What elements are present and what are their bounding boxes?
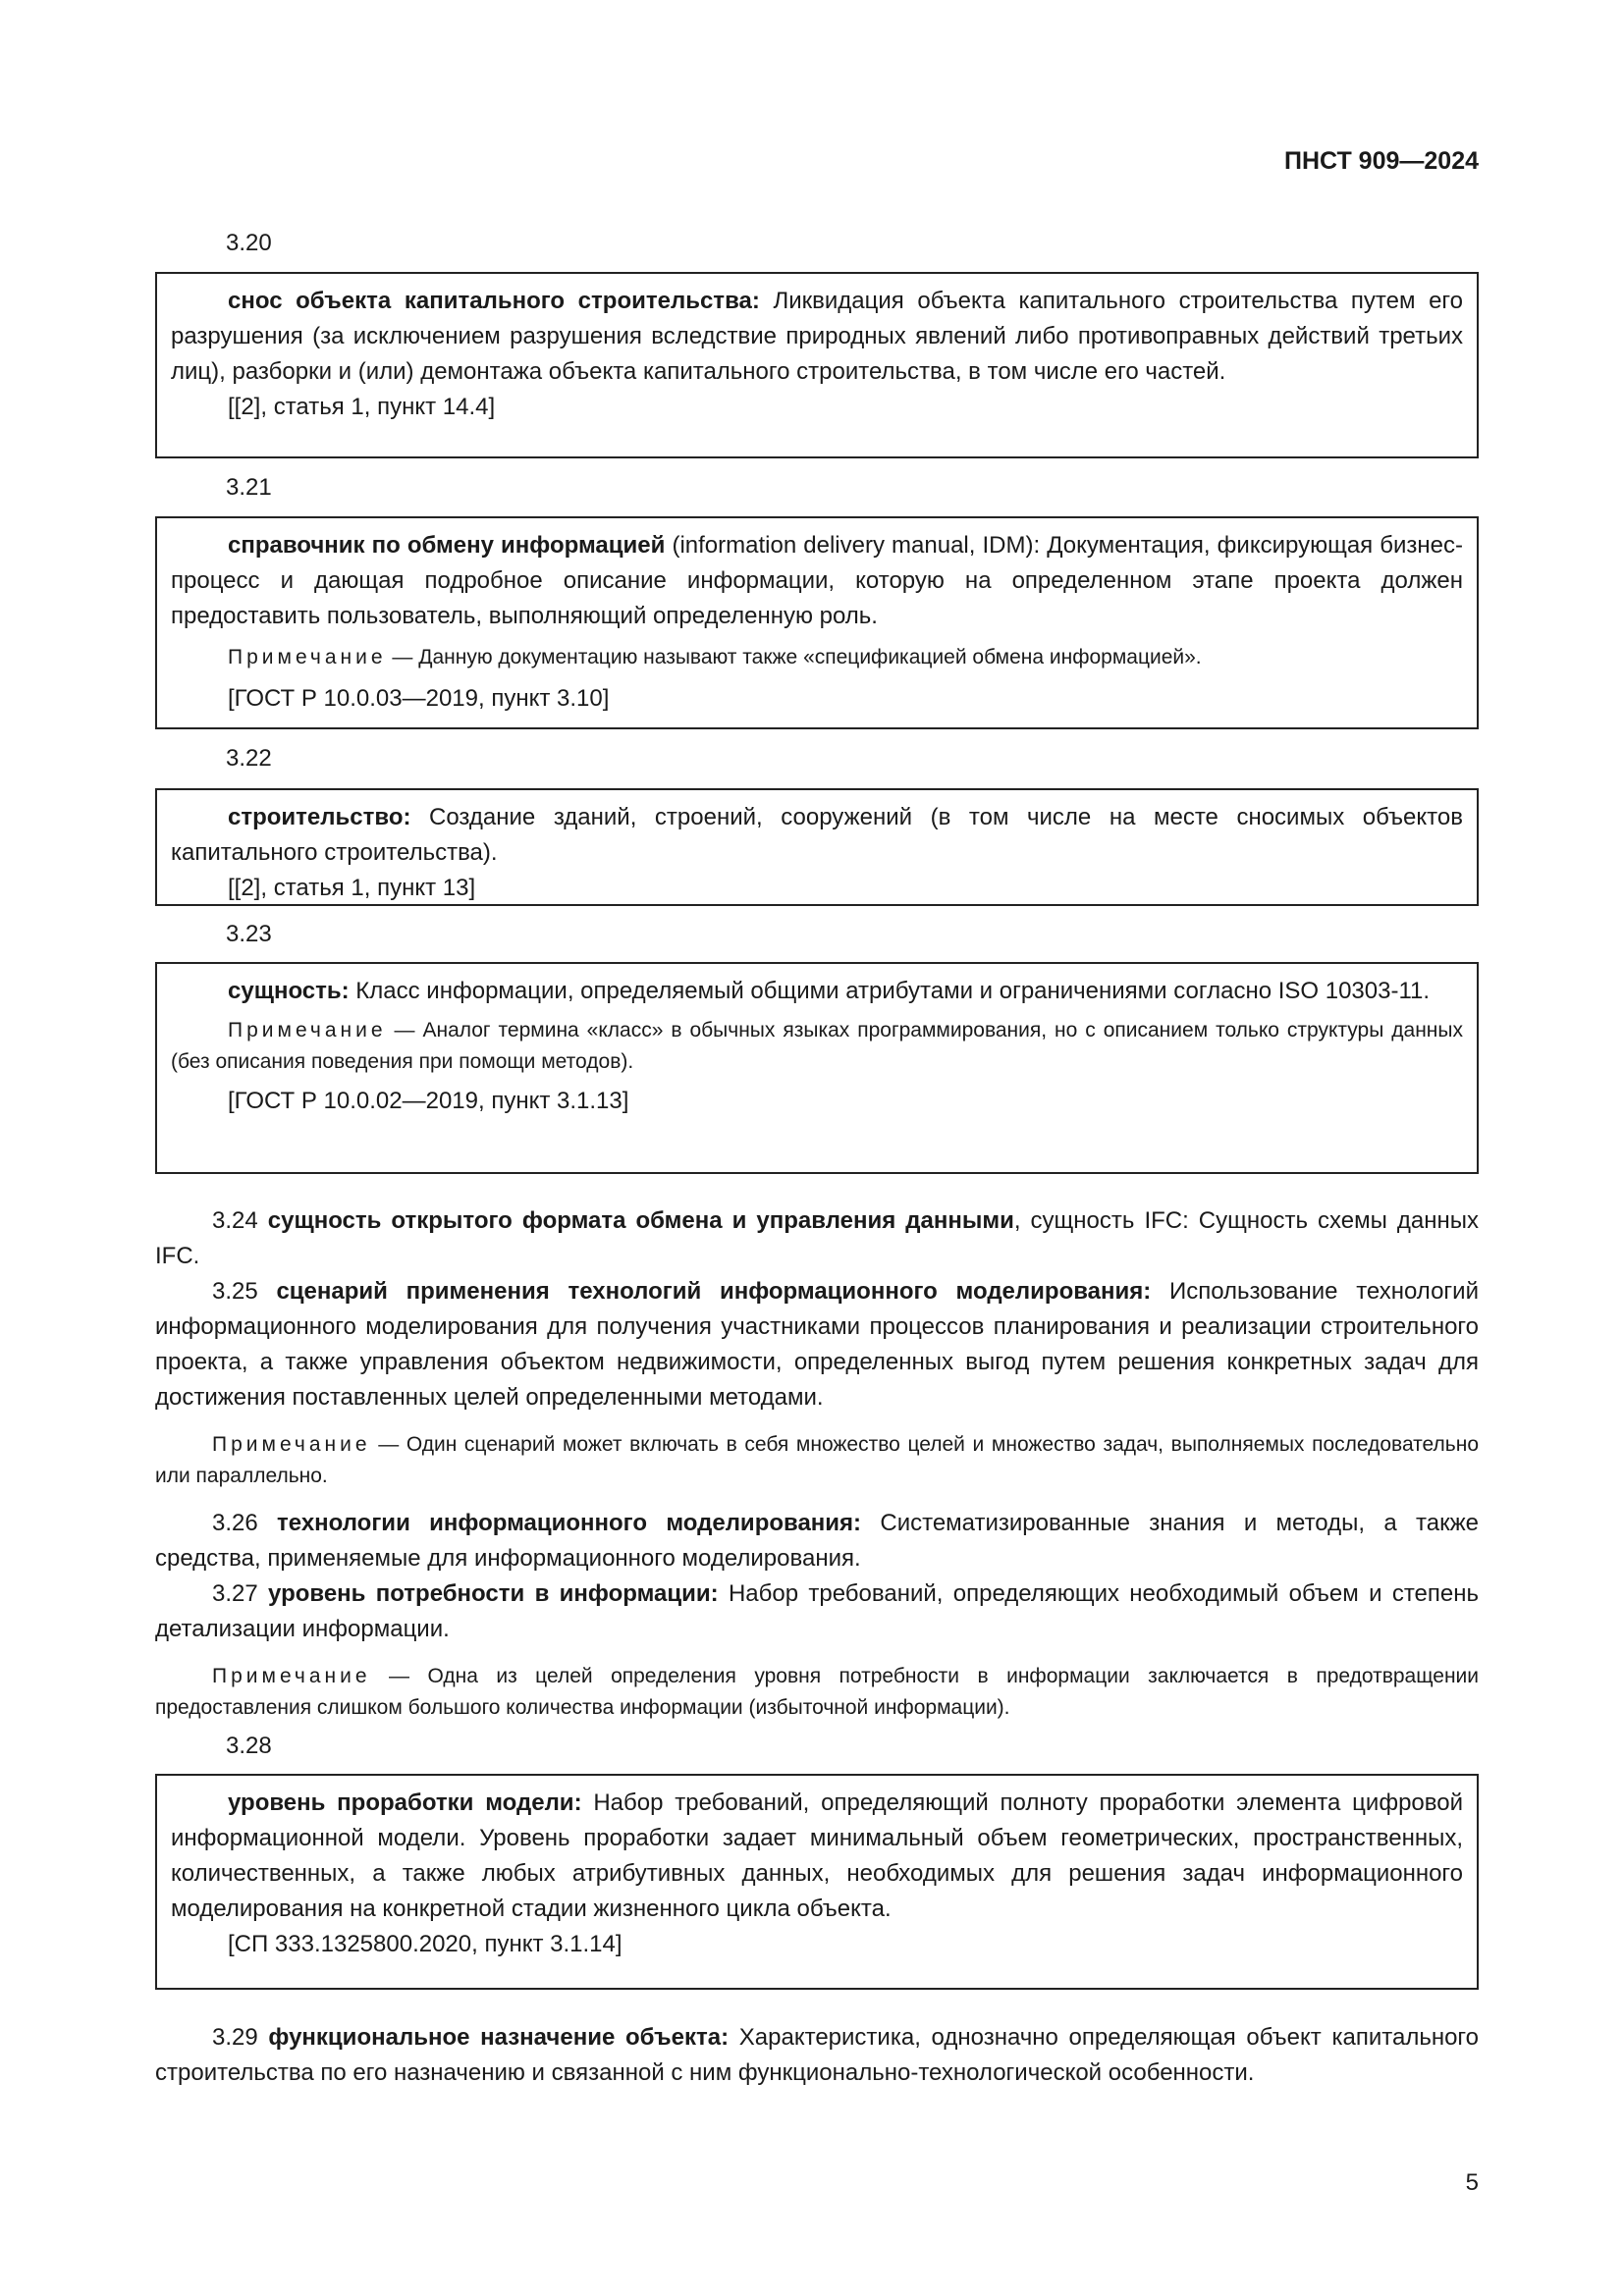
definition: (information delivery manual, IDM): Документация, фиксирующая бизнес-процесс и дающая подробное описание информации, которую на определенном этапе проекта должен предоставить пользователь, выполняющий определенную роль. — [171, 532, 1463, 629]
term: строительство: — [228, 804, 411, 830]
note-label: Примечание — [228, 646, 387, 668]
term-definition — [171, 528, 1463, 634]
term: функциональное назначение объекта: — [268, 2024, 730, 2051]
definition: Класс информации, определяемый общими атрибутами и ограничениями согласно ISO 10303-11. — [349, 978, 1431, 1004]
term-definition — [171, 800, 1463, 871]
term-source: [ГОСТ Р 10.0.03—2019, пункт 3.10] — [228, 685, 610, 712]
term: сущность открытого формата обмена и управления данными — [267, 1207, 1014, 1234]
entry-number: 3.21 — [226, 474, 272, 501]
note-text: — Один сценарий может включать в себя множество целей и множество задач, выполняемых последовательно или параллельно. — [155, 1433, 1479, 1487]
term-box-3-22 — [155, 788, 1479, 906]
entry-number: 3.20 — [226, 230, 272, 256]
definition: Использование технологий информационного моделирования для получения участниками процессов планирования и реализации строительного проекта, а также управления объектом недвижимости, определенных выгод путем решения конкретных задач для достижения поставленных целей определенными методами. — [155, 1278, 1479, 1411]
definition: Характеристика, однозначно определяющая объект капитального строительства по его назначению и связанной с ним функционально-технологической особенности. — [155, 2024, 1479, 2086]
term-definition — [171, 974, 1463, 1009]
term-box-3-20 — [155, 272, 1479, 458]
definition: Набор требований, определяющих необходимый объем и степень детализации информации. — [155, 1580, 1479, 1642]
term-box-3-23 — [155, 962, 1479, 1174]
entry-3-27 — [155, 1576, 1479, 1647]
entry-3-29 — [155, 2020, 1479, 2091]
entry-number: 3.22 — [226, 745, 272, 772]
term-source: [[2], статья 1, пункт 14.4] — [228, 394, 496, 420]
definition: Создание зданий, строений, сооружений (в том числе на месте сносимых объектов капитального строительства). — [171, 804, 1463, 866]
entry-3-26 — [155, 1506, 1479, 1576]
note-text: — Данную документацию называют также «спецификацией обмена информацией». — [386, 646, 1202, 668]
note-text: — Одна из целей определения уровня потребности в информации заключается в предотвращении предоставления слишком большого количества информации (избыточной информации). — [155, 1665, 1479, 1719]
definition: , сущность IFC: Сущность схемы данных IFC. — [155, 1207, 1479, 1269]
definition: Набор требований, определяющий полноту проработки элемента цифровой информационной модели. Уровень проработки задает минимальный объем геометрических, пространственных, количественных, а также любых атрибутивных данных, необходимых для решения задач информационного моделирования на конкретной стадии жизненного цикла объекта. — [171, 1789, 1463, 1922]
note-label: Примечание — [212, 1665, 371, 1687]
definition: Систематизированные знания и методы, а также средства, применяемые для информационного моделирования. — [155, 1510, 1479, 1572]
term-definition — [171, 1786, 1463, 1927]
term-definition — [171, 284, 1463, 390]
term-source: [СП 333.1325800.2020, пункт 3.1.14] — [228, 1931, 623, 1957]
entry-number: 3.27 — [212, 1580, 269, 1607]
definition: Ликвидация объекта капитального строительства путем его разрушения (за исключением разрушения вследствие природных явлений либо противоправных действий третьих лиц), разборки и (или) демонтажа объекта капитального строительства, в том числе его частей. — [171, 288, 1463, 385]
term: уровень потребности в информации: — [268, 1580, 719, 1607]
note-text: — Аналог термина «класс» в обычных языках программирования, но с описанием только структуры данных (без описания поведения при помощи методов). — [171, 1019, 1463, 1073]
term-box-3-28 — [155, 1774, 1479, 1990]
entry-3-29-block — [155, 2020, 1479, 2091]
term-box-3-21 — [155, 516, 1479, 729]
entry-number: 3.28 — [226, 1733, 272, 1759]
note-label: Примечание — [228, 1019, 387, 1041]
term-source: [[2], статья 1, пункт 13] — [228, 875, 476, 901]
term: сущность: — [228, 978, 350, 1004]
term-source: [ГОСТ Р 10.0.02—2019, пункт 3.1.13] — [228, 1088, 629, 1114]
entry-number: 3.26 — [212, 1510, 278, 1536]
entries-3-24-to-3-27 — [155, 1203, 1479, 1724]
entry-number: 3.23 — [226, 921, 272, 947]
term-note — [171, 642, 1463, 673]
note-label: Примечание — [212, 1433, 371, 1456]
entry-3-27-note — [155, 1661, 1479, 1724]
term: технологии информационного моделирования: — [277, 1510, 862, 1536]
document-page — [155, 0, 1479, 2296]
entry-3-25 — [155, 1274, 1479, 1415]
term: справочник по обмену информацией — [228, 532, 666, 559]
term: снос объекта капитального строительства: — [228, 288, 760, 314]
document-code: ПНСТ 909—2024 — [1284, 147, 1479, 175]
term-note — [171, 1015, 1463, 1078]
entry-number: 3.24 — [212, 1207, 268, 1234]
entry-number: 3.25 — [212, 1278, 277, 1305]
term: уровень проработки модели: — [228, 1789, 582, 1816]
entry-3-24 — [155, 1203, 1479, 1274]
entry-3-25-note — [155, 1429, 1479, 1492]
entry-number: 3.29 — [212, 2024, 269, 2051]
page-number: 5 — [1465, 2169, 1479, 2196]
term: сценарий применения технологий информационного моделирования: — [276, 1278, 1152, 1305]
